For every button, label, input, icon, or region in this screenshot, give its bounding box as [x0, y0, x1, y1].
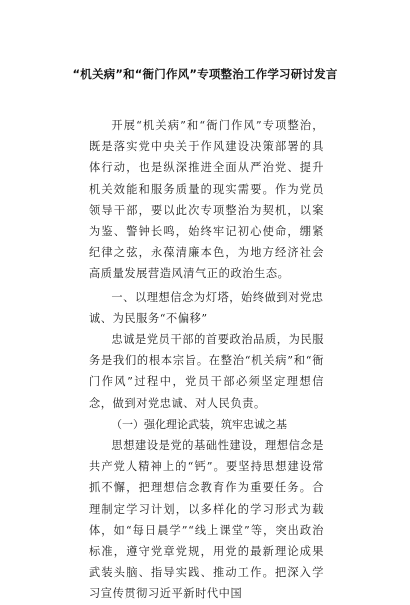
subsection-1-paragraph: 思想建设是党的基础性建设，理想信念是共产党人精神上的“钙”。要坚持思想建设常抓不懈，把理想信念教育作为重要任务。合理制定学习计划，以多样化的学习形式为载体，如“每日晨学”“线上课堂”等，突出政治标准，遵守党章党规，用党的最新理论成果武装头脑、指导实践、推动工作。把深入学习宣传贯彻习近平新时代中国 — [89, 439, 324, 601]
section-heading-1: 一、以理想信念为灯塔，始终做到对党忠诚、为民服务“不偏移” — [89, 290, 324, 325]
subsection-heading-1: （一）强化理论武装，筑牢忠诚之基 — [111, 417, 287, 431]
document-body — [89, 115, 324, 605]
intro-paragraph: 开展“机关病”和“衙门作风”专项整治，既是落实党中央关于作风建设决策部署的具体行动，也是纵深推进全面从严治党、提升机关效能和服务质量的现实需要。作为党员领导干部，要以此次专项整治为契机，以案为鉴、警钟长鸣，始终牢记初心使命，绷紧纪律之弦，永葆清廉本色，为地方经济社会高质量发展营造风清气正的政治生态。 — [89, 119, 324, 281]
document-title: “机关病”和“衙门作风”专项整治工作学习研讨发言 — [72, 67, 338, 81]
section-1-paragraph: 忠诚是党员干部的首要政治品质，为民服务是我们的根本宗旨。在整治“机关病”和“衙门作风”过程中，党员干部必须坚定理想信念，做到对党忠诚、对人民负责。 — [89, 333, 324, 410]
